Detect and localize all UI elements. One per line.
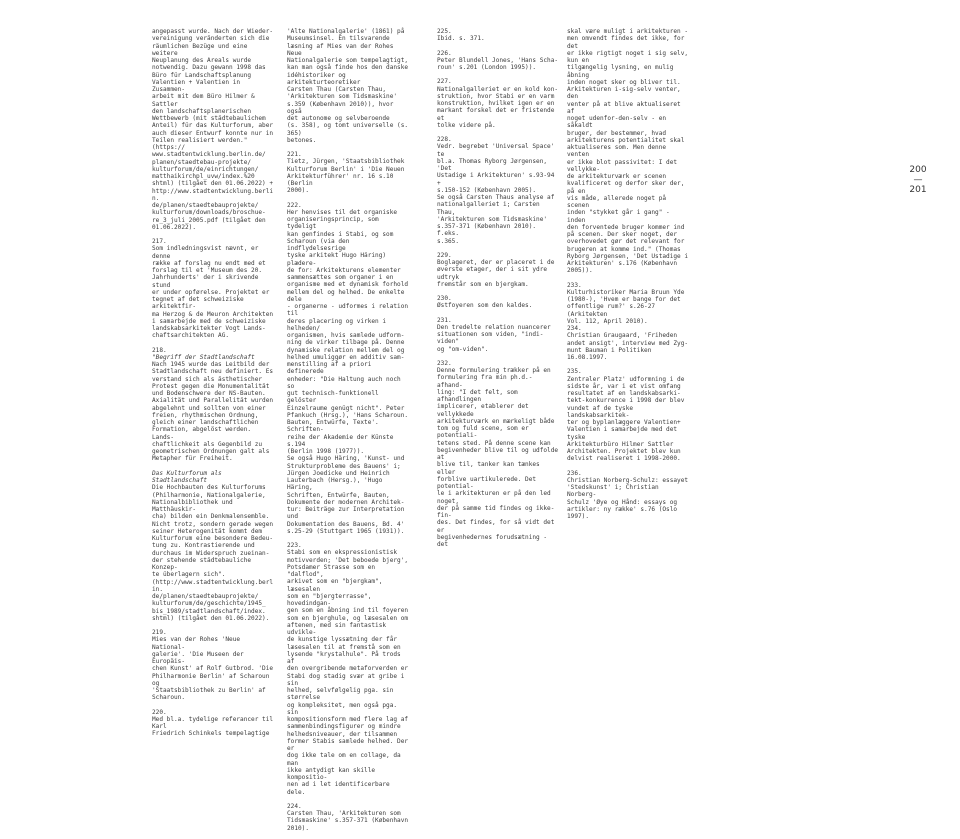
endnote-text: "Begriff der Stadtlandschaft xyxy=(152,353,255,361)
endnote xyxy=(437,252,561,288)
endnote xyxy=(567,282,691,362)
endnote-number: 231. xyxy=(437,316,452,324)
endnote-number: 226. xyxy=(437,49,452,57)
text-column-3 xyxy=(437,28,561,555)
endnote-text: Mies van der Rohes 'Neue National- galerie'. 'Die Museen der Europäis- chen Kunst' af Rolf Gutbrod. 'Die Philharmonie Berlin' af Scharoun og 'Staatsbibliothek zu Berlin' af Scharoun. xyxy=(152,636,274,702)
endnote-text: 'Alte Nationalgalerie' (1861) på Museumsinsel. En tilsvarende læsning af Mies van der Rohes Neue Nationalgalerie som tempelagtigt, kan man også finde hos den danske idéhistoriker og arkitekturteoretiker Carsten Thau (Carsten Thau, 'Arkitekturen som Tidsmaskine' s.359 (København 2010)), hvor også det autonome og selvberoende (s. 358), og tomt universelle (s. 365) betones. xyxy=(287,28,409,144)
text-column-4 xyxy=(567,28,691,527)
endnote-text: Kulturhistoriker Maria Bruun Yde (1980-), 'Hvem er bange for det offentlige rum?' s.26-27 (Arkitekten Vol. 112, April 2010). 234. Christian Graugaard, 'Friheden andet ansigt', interview med Zyg- munt Bauman i Politiken 16.08.1997. xyxy=(567,288,689,361)
endnote xyxy=(152,28,276,231)
endnote-text: Zentraler Platz' udformning i de sidste år, var i et vist omfang resultatet af en landskabsarki- tekt-konkurrence i 1998 der blev vundet af de tyske landskabsarkitek- ter og byplanlæggere Valentien+ Valentien i samarbejde med det tyske Arkitekturbüro Hilmer Sattler Architekten. Projektet blev kun delvist realiseret i 1998-2000. xyxy=(567,375,685,463)
endnote-number: 221. xyxy=(287,151,302,158)
endnote-text: Nach 1945 wurde das Leitbild der Stadtlandschaft neu definiert. Es verstand sich als ästhetischer Protest gegen die Monumentalität und Bodenschwere der NS-Bauten. Axialität und Parallelität wurden abgelehnt und sollten von einer freien, rhythmischen Ordnung, gleich einer landschaftlichen Formation, abgelöst werden. Lands- chaftlichkeit als Gegenbild zu geometrischen Ordnungen galt als Metapher für Freiheit. xyxy=(152,361,274,463)
endnote-text: Stabi som en ekspressionistisk motivverden; 'Det beboede bjerg', Potsdamer Strasse som en "dalflod", arkivet som en "bjergkam", læsesalen som en "bjergterrasse", hovedindgan- gen som en åbning ind til foyeren som en bjerghule, og læsesalen om aftenen, med sin fantastisk udvikle- de kunstige lyssætning der får læsesalen til at fremstå som en lysende "krystalhule". På trods af den overgribende metaforverden er Stabi dog stadig svær at gribe i sin helhed, selvfølgelig pga. sin størrelse og kompleksitet, men også pga. sin kompositionsform med flere lag af sammenbindingsfigurer og mindre helhedsniveauer, der tilsammen former Stabis samlede helhed. Der er dog ikke tale om en collage, da man ikke antydigt kan skille kompositio- nen ad i let identificerbare dele. xyxy=(287,549,409,796)
page-number-marker xyxy=(906,165,930,195)
endnote xyxy=(567,470,691,521)
endnote-number: 229. xyxy=(437,251,452,259)
endnote xyxy=(287,202,411,536)
endnote-number: 220. xyxy=(152,708,167,716)
endnote xyxy=(437,78,561,129)
endnote-number: 235. xyxy=(567,368,582,376)
endnote-number: 217. xyxy=(152,238,167,245)
page-number-right: 201 xyxy=(909,185,927,195)
endnote xyxy=(287,28,411,144)
endnote-text: Tietz, Jürgen, 'Staatsbibliothek Kulturforum Berlin' i 'Die Neuen Arkitekturführer' nr. 16 s.10 (Berlin 2000). xyxy=(287,158,405,195)
endnote xyxy=(437,295,561,310)
endnote-number: 219. xyxy=(152,629,167,636)
endnote xyxy=(437,28,561,43)
endnote-text: skal være muligt i arkitekturen - men omvendt findes det ikke, for det er ikke rigtigt noget i sig selv, kun en tilgængelig lysning, en mulig åbning inden noget sker og bliver til. Arkitekturen i-sig-selv venter, den venter på at blive aktualiseret af noget udenfor-den-selv - en såkaldt bruger, der bestemmer, hvad arkitekturens potentialitet skal aktualiseres som. Men denne venten er ikke blot passivitet: I det vellykke- de arkitekturværk er scenen kvalificeret og derfor sker der, på en vis måde, allerede noget på scenen inden "stykket går i gang" - inden den forventede bruger kommer ind på scenen. Der sker noget, der overhovedet gør det relevant for brugeren at komme ind." (Thomas Ryborg Jørgensen, 'Det Ustadige i Arkitekturen' s.176 (København 2005)). xyxy=(567,28,689,275)
endnote-number: 222. xyxy=(287,201,302,209)
page-number-left: 200 xyxy=(909,165,927,175)
endnote-text xyxy=(152,463,276,470)
endnote xyxy=(152,347,276,623)
endnote-text: Denne formulering trækker på en formulering fra min ph.d.- afhand- ling: "I det felt, som afhandlingen implicerer, etablerer det vellykkede arkitekturværk en mærkeligt både tom og fuld scene, som er potentiali- tetens sted. På denne scene kan begivenheder blive til og udfolde at blive til, tanker kan tænkes eller forblive uartikulerede. Det potential- le i arkitekturen er på den led noget, der på samme tid findes og ikke-fin- des. Det findes, for så vidt det er begivenhedernes forudsætning - det xyxy=(437,367,559,548)
endnote-text: Her henvises til det organiske organiseringsprincip, som tydeligt kan genfindes i Stabi, og som Scharoun (via den indflydelsesrige tyske arkitekt Hugo Häring) plædere- de for: Arkitekturens elementer sammensættes som organer i en organisme med et dynamisk forhold mellem del og helhed. De enkelte dele - organerne - udformes i relation til deres placering og virken i helheden/ organismen, hvis samlede udform- ning de virker tilbage på. Denne dynamiske relation mellem del og helhed umuliggør en additiv sam- menstilling af a priori definerede enheder: "Die Haltung auch noch so gut technisch-funktionell gelöster Einzelraume genügt nicht". Peter Pfankuch (Hrsg.), 'Hans Scharoun. Bauten, Entwürfe, Texte'. Schriften- reihe der Akademie der Künste s.194 (Berlin 1998 (1977)). Se også Hugo Häring, 'Kunst- und Strukturprobleme des Bauens' i; Jürgen Joedicke und Heinrich Lauterbach (Hersg.), 'Hugo Häring, Schriften, Entwürfe, Bauten, Dokumente der modernen Architek- tur: Beiträge zur Interpretation und Dokumentation des Bauens, Bd. 4' s.25-29 (Stuttgart 1965 (1931)). xyxy=(287,208,409,535)
endnote-text: Den tredelte relation nuancerer situationen som viden, "indi-viden" og "om-viden". xyxy=(437,323,551,353)
endnote-number: 218. xyxy=(152,346,167,354)
endnote-text: Østfoyeren som den kaldes. xyxy=(437,302,533,310)
endnote-text: Die Hochbauten des Kulturforums (Philharmonie, Nationalgalerie, Nationalbibliothek und Matthäuskir- cha) bilden ein Denkmalensemble. Nicht trotz, sondern gerade wegen seiner Heterogenität kommt dem Kulturforum eine besondere Bedeu- tung zu. Kontrastierende und durchaus im Widerspruch zueinan- der stehende städtebauliche Konzep- te überlagern sich". (http://www.stadtentwicklung.berlin. de/planen/staedtebauprojekte/ kulturforum/de/geschichte/1945_ bis_1989/stadtlandschaft/index. shtml) (tilgået den 01.06.2022). xyxy=(152,484,274,622)
endnote-text: Christian Norberg-Schulz: essayet 'Stedskunst' i; Christian Norberg- Schulz 'Øye og Hånd: essays og artikler: ny række' s.76 (Oslo 1997). xyxy=(567,476,689,520)
endnote-number: 224. xyxy=(287,802,302,810)
endnote xyxy=(287,803,411,832)
endnote-text: Carsten Thau, 'Arkitekturen som Tidsmaskine' s.357-371 (København 2010). xyxy=(287,810,409,832)
endnote xyxy=(437,136,561,245)
endnote-number: 230. xyxy=(437,295,452,302)
endnote xyxy=(152,629,276,702)
endnote-text: Das Kulturforum als Stadtlandschaft xyxy=(152,469,222,484)
endnote xyxy=(567,368,691,462)
endnote xyxy=(437,50,561,72)
endnote-text: Nationalgalleriet er en kold kon- struktion, hvor Stabi er en varm konstruktion, hvilket igen er en markant forskel det er fristende et tolke videre på. xyxy=(437,85,559,129)
endnote xyxy=(152,709,276,738)
endnote xyxy=(287,542,411,796)
endnote xyxy=(567,28,691,275)
endnote-number: 236. xyxy=(567,469,582,477)
endnote-number: 223. xyxy=(287,542,302,549)
endnote-number: 227. xyxy=(437,78,452,86)
endnote xyxy=(437,317,561,353)
endnote xyxy=(152,238,276,340)
text-column-1 xyxy=(152,28,276,745)
endnote-text: Som indledningsvist nævnt, er denne række af forslag nu endt med et forslag til et 'Museum des 20. Jahrhunderts' der i skrivende stund er under opførelse. Projektet er tegnet af det schweiziske arkitektfir- ma Herzog & de Meuron Architekten i samarbejde med de schweiziske landskabsarkitekter Vogt Lands- chaftsarchitekten AG. xyxy=(152,245,274,340)
endnote-text: angepasst wurde. Nach der Wieder- vereinigung veränderten sich die räumlichen Bezüge und eine weitere Neuplanung des Areals wurde notwendig. Dazu gewann 1998 das Büro für Landschaftsplanung Valentien + Valentien in Zusammen- arbeit mit dem Büro Hilmer & Sattler den landschaftsplanerischen Wettbewerb (mit städtebaulichem Anteil) für das Kulturforum, aber auch dieser Entwurf konnte nur in Teilen realisiert werden." (https:// www.stadtentwicklung.berlin.de/ planen/staedtebau-projekte/ kulturforum/de/einrichtungen/ matthaikirchpl_uvw/index.%20 shtml) (tilgået den 01.06.2022) + http://www.stadtentwicklung.berlin. de/planen/staedtebauprojekte/ kulturforum/downloads/broschue- re_3_juli_2005.pdf (tilgået den 01.06.2022). xyxy=(152,28,274,231)
endnote-text: Ibid. s. 371. xyxy=(437,35,485,43)
endnote-number: 228. xyxy=(437,136,452,143)
page-number-dash: — xyxy=(913,175,923,185)
endnote-text: Med bl.a. tydelige referancer til Karl Friedrich Schinkels tempelagtige xyxy=(152,715,274,738)
endnote xyxy=(437,360,561,549)
endnote-number: 233. xyxy=(567,281,582,289)
endnote-number: 232. xyxy=(437,359,452,367)
endnote-number: 225. xyxy=(437,28,452,35)
text-column-2 xyxy=(287,28,411,839)
endnote-text: Boglageret, der er placeret i de øverste etager, der i sit ydre udtryk fremstår som en bjergkam. xyxy=(437,259,555,288)
endnote-text: Vedr. begrebet 'Universal Space' te bl.a. Thomas Ryborg Jørgensen, 'Det Ustadige i Arkitekturen' s.93-94 + s.150-152 (København 2005). Se også Carsten Thaus analyse af nationalgalleriet i; Carsten Thau, 'Arkitekturen som Tidsmaskine' s.357-371 (København 2010). f.eks. s.365. xyxy=(437,143,555,245)
endnote-text: Peter Blundell Jones, 'Hans Scha- roun' s.201 (London 1995)). xyxy=(437,56,559,71)
endnote xyxy=(287,151,411,195)
